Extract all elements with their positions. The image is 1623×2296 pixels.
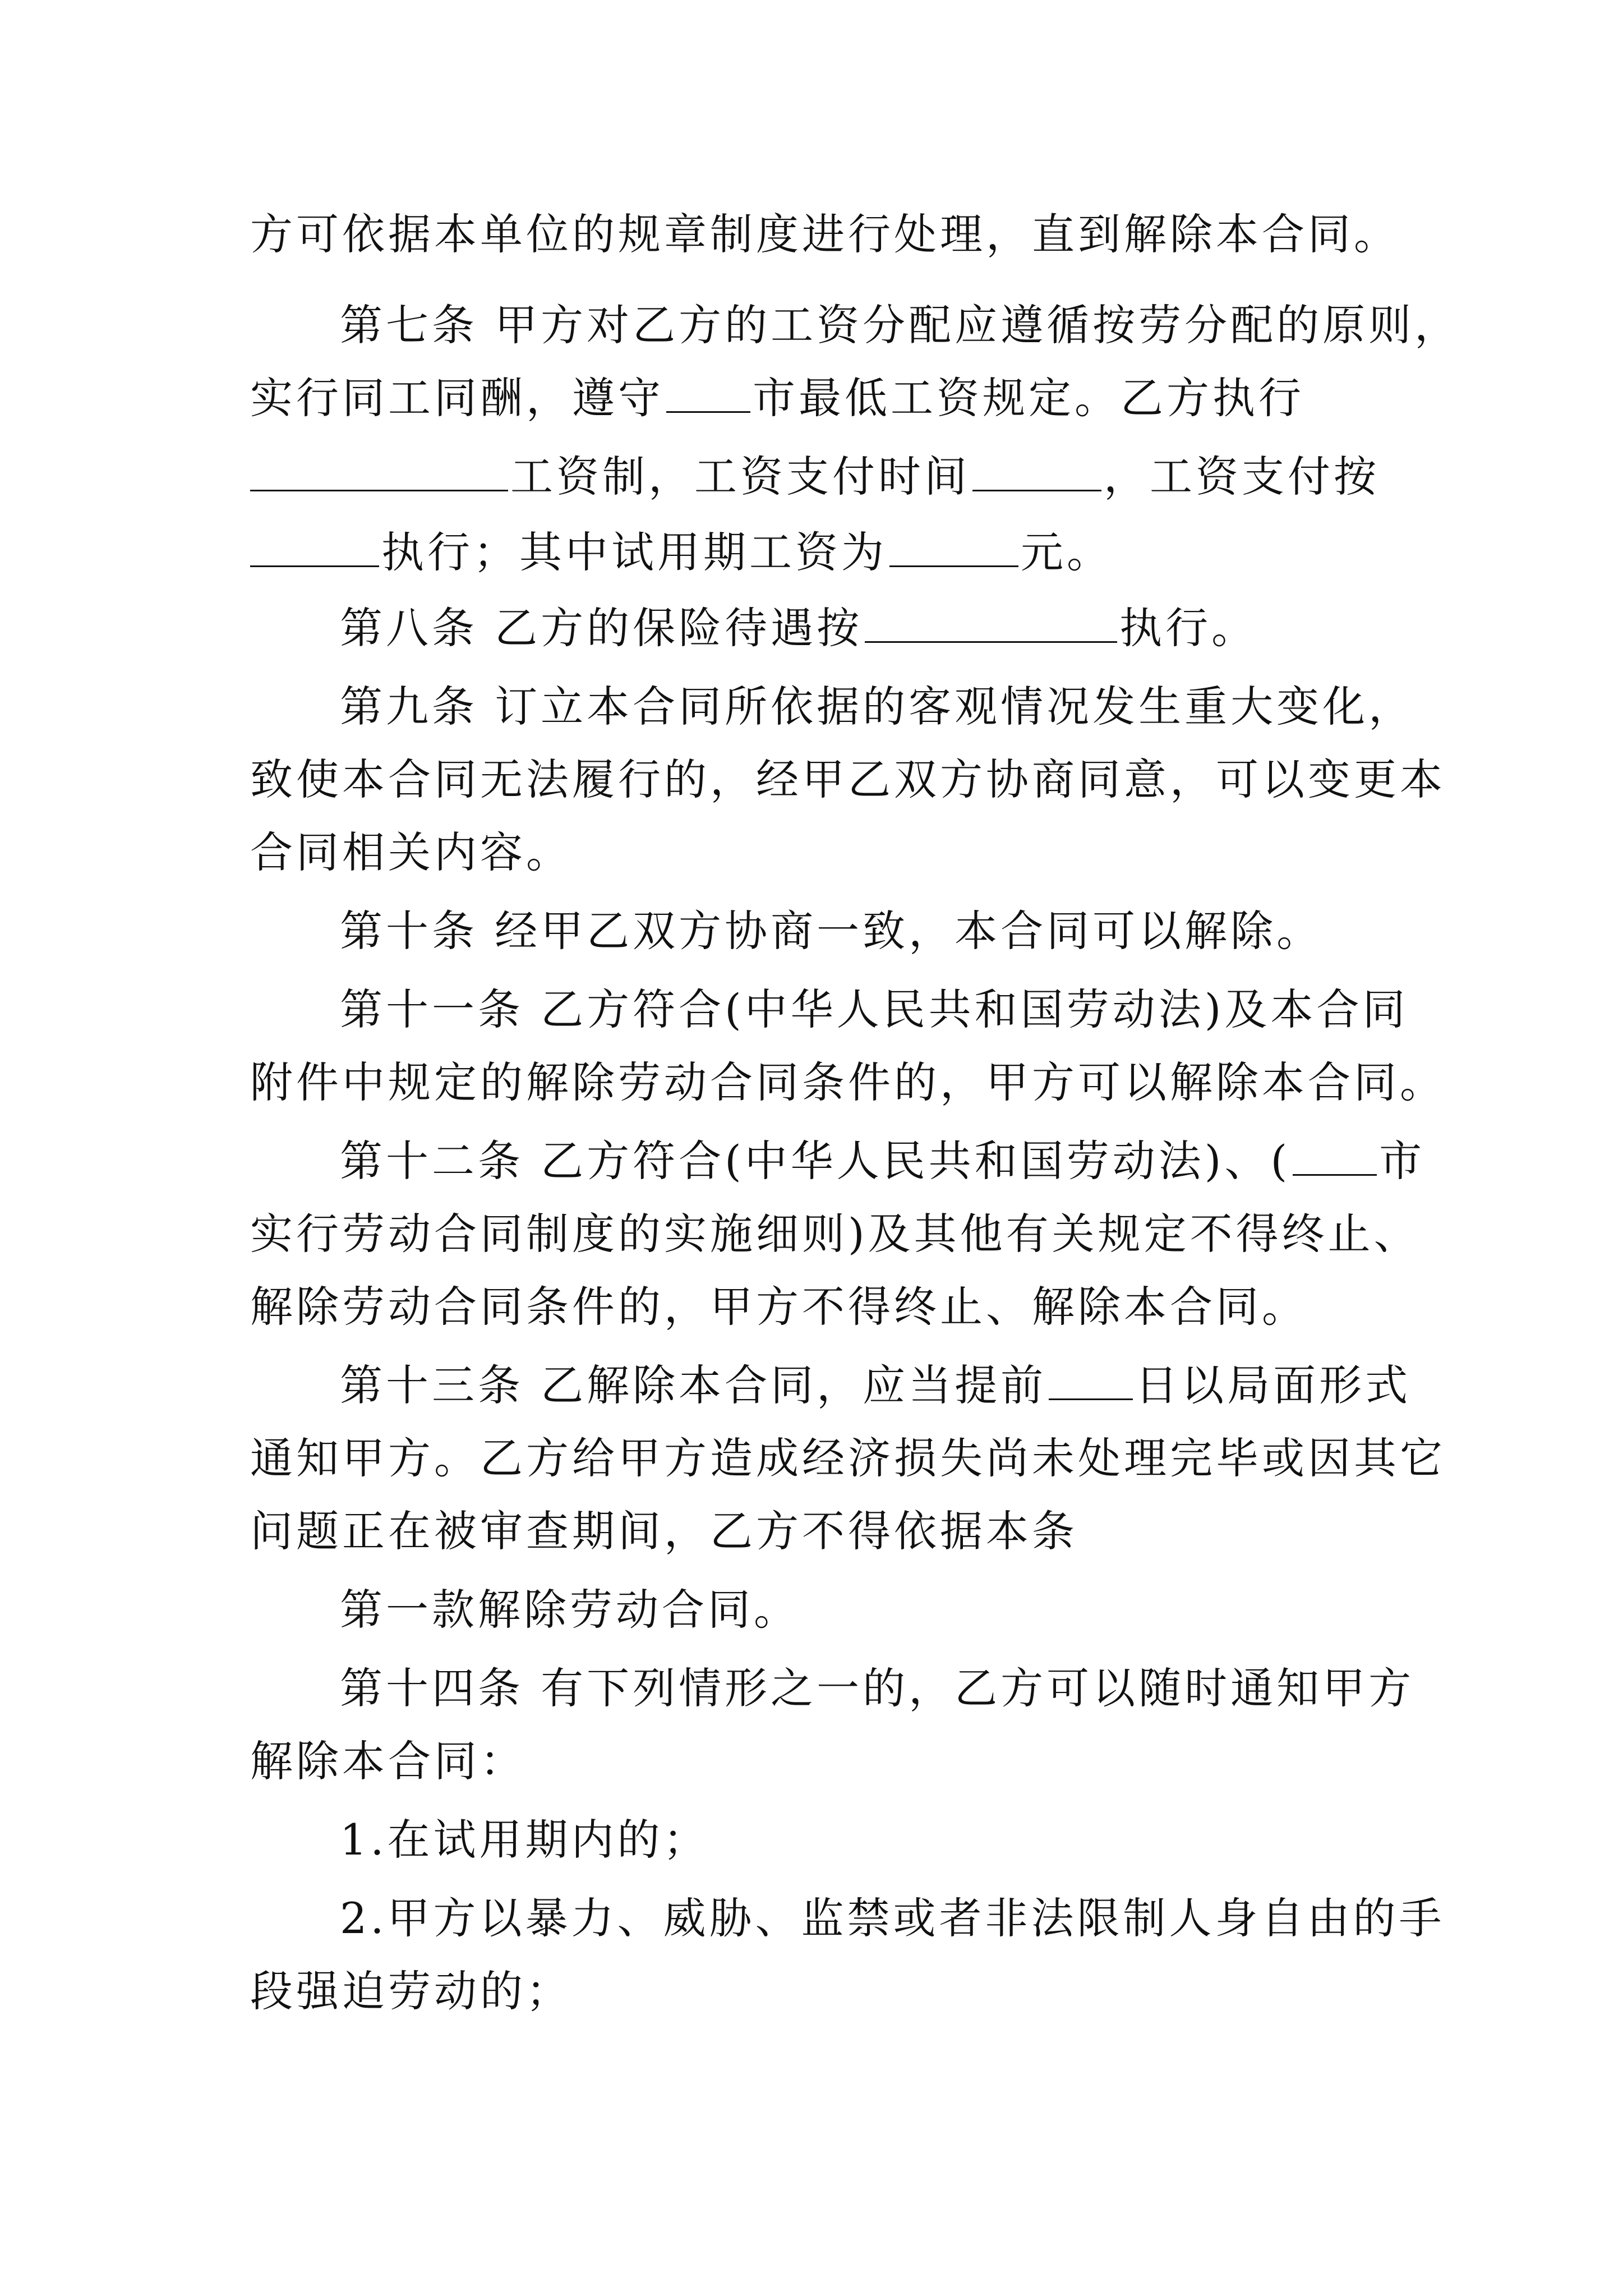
- pay-time-blank: [972, 450, 1101, 491]
- article-8-text-a: 第八条 乙方的保险待遇按: [340, 603, 863, 653]
- notice-days-blank: [1049, 1359, 1133, 1400]
- article-13-line-3: 问题正在被审查期间，乙方不得依据本条: [250, 1506, 1078, 1556]
- article-8-text-b: 执行。: [1119, 603, 1258, 653]
- pay-method-blank: [250, 526, 379, 567]
- article-7-text-e: 执行；其中试用期工资为: [381, 527, 887, 577]
- article-14-line-1: 第十四条 有下列情形之一的，乙方可以随时通知甲方: [340, 1663, 1415, 1713]
- article-12-text-a: 第十二条 乙方符合(中华人民共和国劳动法)、(: [340, 1136, 1291, 1186]
- article-7-text-b: 市最低工资规定。乙方执行: [753, 373, 1304, 423]
- article-9-line-1: 第九条 订立本合同所依据的客观情况发生重大变化，: [340, 682, 1415, 731]
- text-line-1: 方可依据本单位的规章制度进行处理，直到解除本合同。: [250, 209, 1400, 259]
- article-11-line-2: 附件中规定的解除劳动合同条件的，甲方可以解除本合同。: [250, 1057, 1446, 1107]
- article-13-line-4: 第一款解除劳动合同。: [340, 1585, 800, 1635]
- article-13-line-2: 通知甲方。乙方给甲方造成经济损失尚未处理完毕或因其它: [250, 1433, 1446, 1483]
- article-12-line-2: 实行劳动合同制度的实施细则)及其他有关规定不得终止、: [250, 1209, 1420, 1259]
- city-blank: [666, 372, 750, 413]
- article-11-line-1: 第十一条 乙方符合(中华人民共和国劳动法)及本合同: [340, 984, 1409, 1034]
- article-13-line-1: [340, 1358, 1411, 1414]
- article-8-line: [340, 600, 1257, 656]
- article-12-city-blank: [1293, 1135, 1377, 1176]
- article-7-heading-line: 第七条 甲方对乙方的工资分配应遵循按劳分配的原则，: [340, 300, 1461, 350]
- article-13-text-b: 日以局面形式: [1135, 1360, 1412, 1410]
- article-7-text-d: ，工资支付按: [1104, 452, 1380, 501]
- probation-wage-blank: [889, 526, 1018, 567]
- article-9-line-2: 致使本合同无法履行的，经甲乙双方协商同意，可以变更本: [250, 754, 1446, 804]
- article-14-item-1: 1.在试用期内的；: [340, 1815, 709, 1865]
- article-12-line-3: 解除劳动合同条件的，甲方不得终止、解除本合同。: [250, 1282, 1308, 1332]
- article-14-line-2: 解除本合同：: [250, 1736, 526, 1786]
- article-13-text-a: 第十三条 乙解除本合同，应当提前: [340, 1360, 1047, 1410]
- article-7-line-4: [250, 524, 1113, 581]
- article-14-item-2-line-2: 段强迫劳动的；: [250, 1966, 572, 2016]
- article-12-line-1: [340, 1133, 1425, 1189]
- article-7-text-f: 元。: [1021, 527, 1113, 577]
- insurance-blank: [865, 602, 1117, 643]
- article-7-line-2: [250, 370, 1304, 426]
- wage-system-blank: [250, 450, 508, 491]
- article-9-line-3: 合同相关内容。: [250, 827, 572, 877]
- article-7-text-c: 工资制，工资支付时间: [510, 452, 970, 501]
- article-10-line: 第十条 经甲乙双方协商一致，本合同可以解除。: [340, 906, 1323, 956]
- article-14-item-2-line-1: 2.甲方以暴力、威胁、监禁或者非法限制人身自由的手: [340, 1893, 1445, 1943]
- article-12-text-b: 市: [1379, 1136, 1426, 1186]
- article-7-text-a: 实行同工同酬，遵守: [250, 373, 664, 423]
- article-7-line-3: [250, 449, 1380, 505]
